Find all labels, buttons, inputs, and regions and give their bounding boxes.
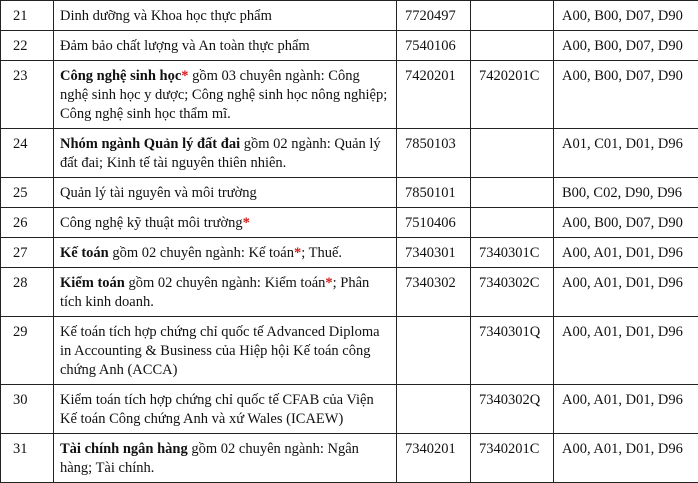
row-number: 27 (1, 238, 54, 268)
major-name-text: Kế toán tích hợp chứng chỉ quốc tế Advanced Diploma in Accounting & Business của Hiệp hội Kế toán công chứng Anh (ACCA) (60, 324, 380, 378)
major-name (54, 268, 397, 317)
major-code: 7340201 (397, 434, 471, 483)
major-name-text: Quản lý tài nguyên và môi trường (60, 185, 257, 201)
subject-combinations: A00, A01, D01, D96 (554, 317, 698, 385)
table-row (1, 317, 698, 385)
program-code (471, 178, 554, 208)
priority-asterisk: * (243, 215, 250, 231)
subject-combinations: A00, B00, D07, D90 (554, 61, 698, 129)
major-code: 7720497 (397, 1, 471, 31)
row-number: 31 (1, 434, 54, 483)
table-row (1, 385, 698, 434)
major-name (54, 178, 397, 208)
program-code: 7340301Q (471, 317, 554, 385)
major-name (54, 434, 397, 483)
table-row (1, 61, 698, 129)
major-name-text: Công nghệ kỹ thuật môi trường (60, 215, 243, 231)
major-code: 7340302 (397, 268, 471, 317)
row-number: 22 (1, 31, 54, 61)
row-number: 30 (1, 385, 54, 434)
subject-combinations: A00, A01, D01, D96 (554, 434, 698, 483)
major-name (54, 31, 397, 61)
major-name (54, 129, 397, 178)
table-row (1, 31, 698, 61)
major-name (54, 317, 397, 385)
major-name-text: Dinh dưỡng và Khoa học thực phẩm (60, 8, 272, 24)
major-code: 7340301 (397, 238, 471, 268)
program-code: 7340201C (471, 434, 554, 483)
row-number: 28 (1, 268, 54, 317)
major-name-text: Đảm bảo chất lượng và An toàn thực phẩm (60, 38, 310, 54)
priority-asterisk: * (325, 275, 332, 291)
row-number: 24 (1, 129, 54, 178)
major-code (397, 385, 471, 434)
table-row (1, 208, 698, 238)
program-code: 7340302Q (471, 385, 554, 434)
major-code: 7510406 (397, 208, 471, 238)
major-name-bold: Nhóm ngành Quản lý đất đai (60, 136, 240, 152)
priority-asterisk: * (294, 245, 301, 261)
major-name (54, 61, 397, 129)
major-name-bold: Công nghệ sinh học (60, 68, 181, 84)
major-code (397, 317, 471, 385)
subject-combinations: A00, A01, D01, D96 (554, 268, 698, 317)
majors-table-body (1, 1, 698, 483)
row-number: 21 (1, 1, 54, 31)
subject-combinations: A00, A01, D01, D96 (554, 385, 698, 434)
major-name (54, 385, 397, 434)
table-row (1, 129, 698, 178)
subject-combinations: A00, B00, D07, D90 (554, 31, 698, 61)
subject-combinations: A00, B00, D07, D90 (554, 208, 698, 238)
major-name (54, 238, 397, 268)
row-number: 29 (1, 317, 54, 385)
row-number: 25 (1, 178, 54, 208)
major-name-text: gồm 03 chuyên ngành: Công nghệ sinh học y dược; Công nghệ sinh học nông nghiệp; Công nghệ sinh học thẩm mĩ. (60, 68, 387, 122)
major-name-text: Kiểm toán tích hợp chứng chỉ quốc tế CFAB của Viện Kế toán Công chứng Anh và xứ Wales (ICAEW) (60, 392, 374, 427)
major-code: 7850103 (397, 129, 471, 178)
major-name-text: gồm 02 chuyên ngành: Kiểm toán (125, 275, 326, 291)
table-row (1, 238, 698, 268)
program-code: 7340301C (471, 238, 554, 268)
row-number: 26 (1, 208, 54, 238)
subject-combinations: A00, A01, D01, D96 (554, 238, 698, 268)
table-row (1, 178, 698, 208)
subject-combinations: A00, B00, D07, D90 (554, 1, 698, 31)
priority-asterisk: * (181, 68, 188, 84)
major-code: 7540106 (397, 31, 471, 61)
program-code: 7340302C (471, 268, 554, 317)
program-code (471, 1, 554, 31)
table-row (1, 268, 698, 317)
subject-combinations: A01, C01, D01, D96 (554, 129, 698, 178)
major-name-bold: Kiểm toán (60, 275, 125, 291)
major-name (54, 208, 397, 238)
major-name (54, 1, 397, 31)
major-name-text: gồm 02 chuyên ngành: Ngân hàng; Tài chính. (60, 441, 359, 476)
program-code: 7420201C (471, 61, 554, 129)
major-code: 7850101 (397, 178, 471, 208)
program-code (471, 208, 554, 238)
major-name-text: ; Phân tích kinh doanh. (60, 275, 369, 310)
major-name-text: gồm 02 ngành: Quản lý đất đai; Kinh tế tài nguyên thiên nhiên. (60, 136, 381, 171)
subject-combinations: B00, C02, D90, D96 (554, 178, 698, 208)
major-name-text: gồm 02 chuyên ngành: Kế toán (109, 245, 294, 261)
major-code: 7420201 (397, 61, 471, 129)
table-row (1, 434, 698, 483)
major-name-bold: Kế toán (60, 245, 109, 261)
program-code (471, 129, 554, 178)
program-code (471, 31, 554, 61)
table-row (1, 1, 698, 31)
major-name-text: ; Thuế. (301, 245, 342, 261)
major-name-bold: Tài chính ngân hàng (60, 441, 188, 457)
row-number: 23 (1, 61, 54, 129)
